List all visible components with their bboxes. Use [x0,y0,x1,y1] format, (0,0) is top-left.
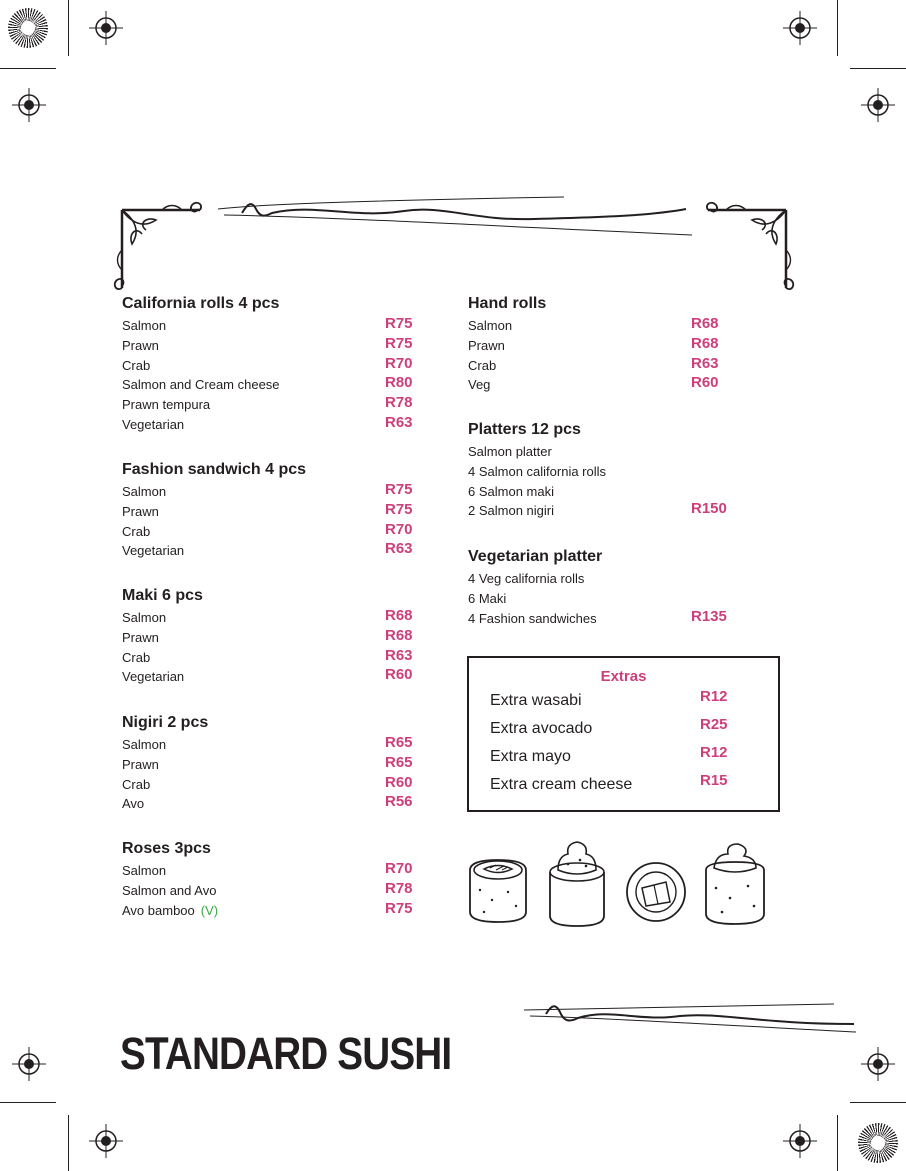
section-title: California rolls 4 pcs [122,295,280,312]
item-price: R63 [385,540,413,558]
section-title: Vegetarian platter [468,548,603,565]
menu-section-nigiri [122,713,422,813]
item-name: Prawn [122,629,159,645]
decorative-swash [214,193,694,239]
item-price: R70 [385,520,413,538]
extra-price: R12 [700,688,728,705]
menu-item [122,900,422,920]
menu-item [122,355,422,375]
item-price: R60 [385,773,413,791]
item-name: Salmon and Cream cheese [122,377,280,393]
page-title: STANDARD SUSHI [120,1028,452,1079]
item-name: Salmon [122,737,167,752]
item-name: Prawn tempura [122,397,211,413]
item-price: R60 [691,374,719,392]
item-name: Prawn [468,337,505,353]
extra-name: Extra mayo [490,748,571,765]
crop-line [68,0,69,56]
menu-section-hand-rolls [468,294,768,394]
menu-item [468,500,768,520]
menu-item [122,374,422,394]
flourish-corner-icon [112,198,208,294]
registration-mark-icon [89,1124,123,1158]
item-name: Salmon platter [468,444,552,459]
item-name: 6 Salmon maki [468,483,554,499]
extras-title: Extras [600,668,647,685]
item-name: Crab [122,776,151,792]
extra-price: R12 [700,744,728,761]
section-title: Hand rolls [468,295,547,312]
menu-item [122,540,422,560]
item-name: Veg [468,377,491,393]
menu-item [468,335,768,355]
starburst-mark-icon [858,1123,898,1163]
item-name: 6 Maki [468,590,507,606]
registration-mark-icon [783,11,817,45]
item-name: Vegetarian [122,543,185,559]
item-price: R65 [385,734,413,751]
extra-price: R15 [700,772,728,789]
menu-item [122,414,422,434]
registration-mark-icon [861,1047,895,1081]
menu-item [122,315,422,335]
sushi-roll-icon [700,840,770,926]
section-title: Nigiri 2 pcs [122,714,209,731]
item-name: Salmon [122,484,167,499]
registration-mark-icon [12,88,46,122]
registration-mark-icon [861,88,895,122]
item-price: R68 [385,626,413,644]
item-name: Prawn [122,337,159,353]
item-price: R135 [691,607,727,625]
menu-item [122,607,422,627]
item-price: R63 [691,354,719,372]
item-price: R75 [385,334,413,352]
item-price: R75 [385,500,413,518]
menu-item [122,754,422,774]
starburst-mark-icon [8,8,48,48]
item-price: R78 [385,394,413,412]
item-name: Vegetarian [122,416,185,432]
registration-mark-icon [89,11,123,45]
menu-item [122,734,422,754]
menu-item [468,461,768,481]
menu-item [468,481,768,501]
section-title: Platters 12 pcs [468,421,581,438]
extra-name: Extra cream cheese [490,776,633,793]
registration-mark-icon [12,1047,46,1081]
menu-section-platters [468,420,768,520]
item-price: R70 [385,354,413,372]
crop-line [68,1115,69,1171]
menu-section-roses [122,839,422,919]
menu-item [468,568,768,588]
menu-item [122,335,422,355]
item-name: Avo [122,796,145,812]
item-name: 4 Salmon california rolls [468,463,607,479]
item-price: R150 [691,500,727,518]
item-name: Salmon [122,863,167,878]
extra-name: Extra wasabi [490,692,582,709]
item-price: R78 [385,879,413,897]
menu-item [122,666,422,686]
crop-line [850,68,906,69]
section-title: Maki 6 pcs [122,587,203,604]
item-price: R68 [691,334,719,352]
item-price: R68 [691,315,719,332]
item-price: R70 [385,860,413,877]
menu-item [122,880,422,900]
registration-mark-icon [783,1124,817,1158]
sushi-roll-icon [544,838,610,928]
menu-section-maki [122,586,422,686]
menu-section-fashion-sandwich [122,460,422,560]
crop-line [837,1115,838,1171]
item-price: R63 [385,646,413,664]
item-name: Salmon and Avo [122,882,217,898]
crop-line [837,0,838,56]
item-name: 4 Fashion sandwiches [468,610,597,626]
item-name: Vegetarian [122,669,185,685]
crop-line [850,1102,906,1103]
menu-item [468,355,768,375]
item-price: R75 [385,315,413,332]
extras-box [467,656,780,812]
item-name: Crab [122,357,151,373]
item-price: R65 [385,753,413,771]
menu-section-california-rolls [122,294,422,434]
menu-item [122,860,422,880]
menu-section-vegetarian-platter [468,547,768,627]
item-name: Salmon [122,610,167,625]
item-price: R60 [385,666,413,684]
extra-item [490,772,770,800]
extra-item [490,716,770,744]
menu-item [122,501,422,521]
menu-item [468,374,768,394]
item-name: 4 Veg california rolls [468,571,585,586]
menu-item [122,481,422,501]
menu-item [468,588,768,608]
section-title: Fashion sandwich 4 pcs [122,461,307,478]
vegetarian-tag: (V) [200,902,219,918]
item-price: R63 [385,413,413,431]
item-price: R75 [385,481,413,498]
decorative-swash [520,1000,858,1036]
item-name: Prawn [122,503,159,519]
menu-item [122,793,422,813]
item-name: 2 Salmon nigiri [468,503,554,519]
menu-item [122,647,422,667]
sushi-roll-icon [466,856,530,926]
extra-name: Extra avocado [490,720,593,737]
crop-line [0,68,56,69]
item-name [122,903,218,918]
item-name: Prawn [122,756,159,772]
section-title: Roses 3pcs [122,840,211,857]
item-price: R75 [385,899,413,917]
crop-line [0,1102,56,1103]
item-price: R68 [385,607,413,624]
item-name: Crab [122,523,151,539]
menu-item [122,774,422,794]
item-name: Crab [122,649,151,665]
extra-price: R25 [700,716,728,733]
menu-item [468,608,768,628]
extra-item [490,744,770,772]
flourish-corner-icon [700,198,796,294]
menu-item [468,441,768,461]
menu-item [122,394,422,414]
sushi-roll-icon [624,858,688,926]
item-price: R56 [385,793,413,811]
menu-item [122,627,422,647]
menu-item [468,315,768,335]
item-name: Salmon [468,318,513,333]
item-price: R80 [385,374,413,392]
item-name: Crab [468,357,497,373]
item-name-text: Avo bamboo [122,902,195,918]
item-name: Salmon [122,318,167,333]
menu-item [122,521,422,541]
extra-item [490,688,770,716]
